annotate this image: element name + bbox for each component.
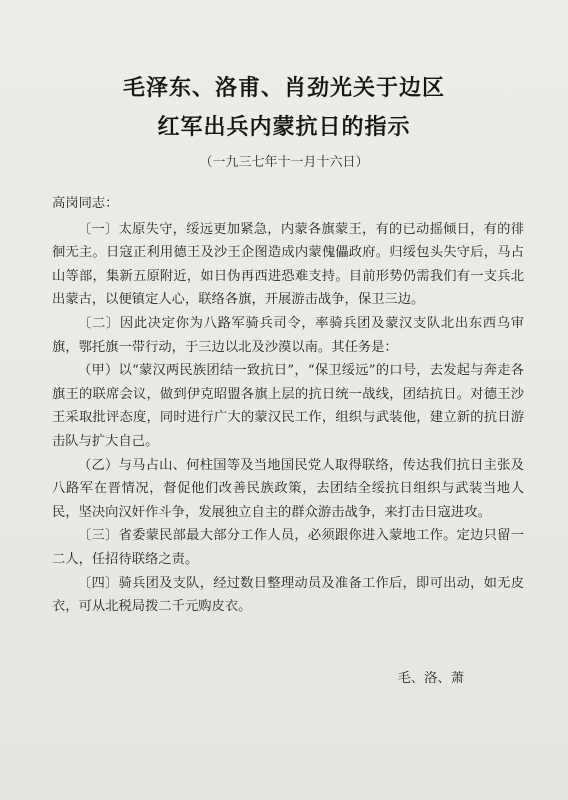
document-title-line2: 红军出兵内蒙抗日的指示 xyxy=(157,115,411,140)
signature: 毛、洛、萧 xyxy=(397,671,464,686)
paragraph-2: 〔二〕因此决定你为八路军骑兵司令，率骑兵团及蒙汉支队北出东西乌审旗，鄂托旗一带行动，于三边以北及沙漠以南。其任务是： xyxy=(52,315,524,355)
document-title-line1: 毛泽东、洛甫、肖劲光关于边区 xyxy=(122,76,445,101)
paragraph-4: （乙）与马占山、何柱国等及当地国民党人取得联络，传达我们抗日主张及八路军在晋情况，督促他们改善民族政策，去团结全绥抗日组织与武装当地人民，坚决向汉奸作斗争，发展独立自主的群众游击战争，来打击日寇进攻。 xyxy=(52,457,524,520)
paragraph-1: 〔一〕太原失守，绥远更加紧急，内蒙各旗蒙王，有的已动摇倾日，有的徘徊无主。日寇正利用德王及沙王企图造成内蒙傀儡政府。归绥包头失守后，马占山等部，集新五原附近，如日伪再西进恐难支持。目前形势仍需我们有一支兵北出蒙古，以便镇定人心，联络各旗，开展游击战争，保卫三边。 xyxy=(52,221,524,308)
document-date: （一九三七年十一月十六日） xyxy=(199,155,369,170)
paragraph-6: 〔四〕骑兵团及支队，经过数日整理动员及准备工作后，即可出动，如无皮衣，可从北税局拨二千元购皮衣。 xyxy=(52,575,524,615)
paragraph-3: （甲）以“蒙汉两民族团结一致抗日”，“保卫绥远”的口号，去发起与奔走各旗王的联席会议，做到伊克昭盟各旗上层的抗日统一战线，团结抗日。对德王沙王采取批评态度，同时进行广大的蒙汉民工作，组织与武装他，建立新的抗日游击队与扩大自己。 xyxy=(52,363,524,449)
greeting: 高岗同志： xyxy=(52,196,119,211)
document-body xyxy=(52,192,524,619)
paragraph-5: 〔三〕省委蒙民部最大部分工作人员，必须跟你进入蒙地工作。定边只留一二人，任招待联络之责。 xyxy=(52,528,524,567)
